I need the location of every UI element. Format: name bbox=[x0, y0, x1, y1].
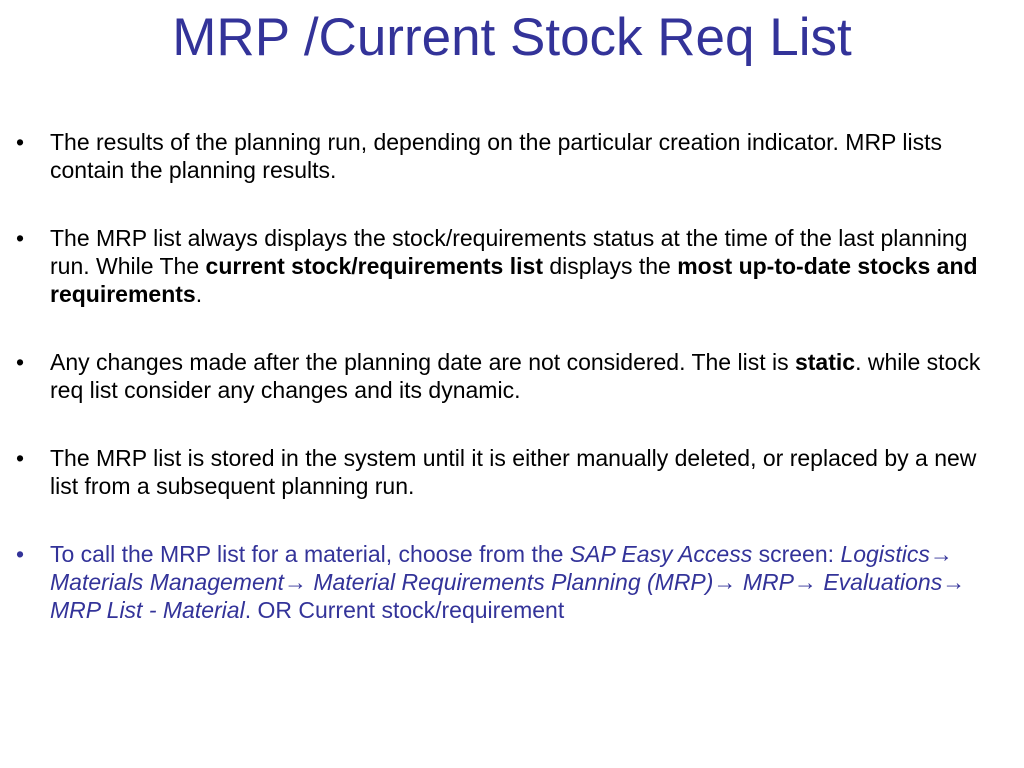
bullet-text bbox=[50, 349, 980, 403]
slide-title: MRP /Current Stock Req List bbox=[172, 8, 852, 67]
bullet-item-stored-list bbox=[16, 444, 1001, 500]
bullet-item-static-list bbox=[16, 348, 1001, 404]
bullet-text bbox=[50, 225, 978, 307]
bullet-dot-icon: • bbox=[16, 541, 25, 567]
bullet-item-navigation-path bbox=[16, 540, 1001, 624]
bold-term-current-stock-list: current stock/requirements list bbox=[205, 253, 543, 279]
bold-term-up-to-date: most up-to-date stocks and requirements bbox=[50, 253, 978, 307]
text-run: The MRP list always displays the stock/requirements status at the time of the last planning run. While The bbox=[50, 225, 968, 279]
italic-menu-path: Logistics→ Materials Management→ Material Requirements Planning (MRP)→ MRP→ Evaluations→ MRP List - Material bbox=[50, 541, 966, 623]
bullet-text bbox=[50, 541, 965, 623]
bullet-dot-icon: • bbox=[16, 349, 25, 375]
text-run: displays the bbox=[542, 253, 678, 279]
bullet-list bbox=[16, 128, 1001, 664]
bullet-dot-icon: • bbox=[16, 129, 25, 155]
bullet-item-planning-results bbox=[16, 128, 1001, 184]
bullet-item-status-display bbox=[16, 224, 1001, 308]
bullet-text: The MRP list is stored in the system until it is either manually deleted, or replaced by a new list from a subsequent planning run. bbox=[50, 445, 977, 499]
bold-term-static: static bbox=[794, 349, 856, 375]
text-run: To call the MRP list for a material, choose from the bbox=[50, 541, 570, 567]
text-run: Any changes made after the planning date are not considered. The list is bbox=[50, 349, 795, 375]
text-run: . OR Current stock/requirement bbox=[244, 597, 565, 623]
bullet-dot-icon: • bbox=[16, 225, 25, 251]
text-run: . while stock req list consider any changes and its dynamic. bbox=[50, 349, 981, 403]
text-run: screen: bbox=[752, 541, 841, 567]
italic-term-sap-easy-access: SAP Easy Access bbox=[569, 541, 753, 567]
bullet-text: The results of the planning run, depending on the particular creation indicator. MRP lists contain the planning results. bbox=[50, 129, 942, 183]
bullet-dot-icon: • bbox=[16, 445, 25, 471]
text-run: . bbox=[195, 281, 203, 307]
